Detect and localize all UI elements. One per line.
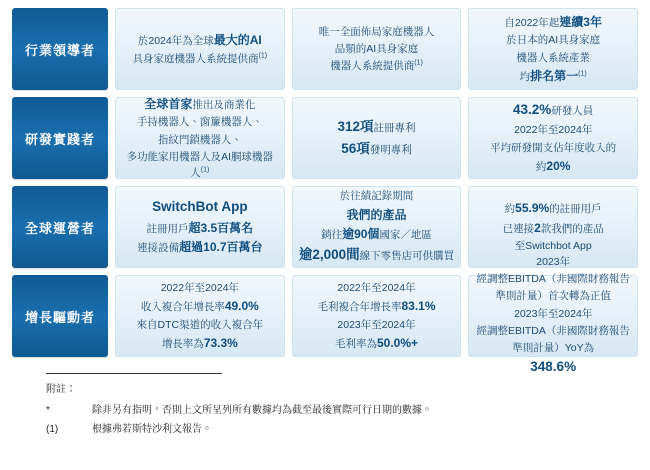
card-line: 準則計量）首次轉為正值	[495, 290, 611, 303]
card-growth-1	[115, 275, 285, 357]
card-line: 具身家庭機器人系統提供商$^{(1)}$	[132, 52, 268, 65]
card-line: 手持機器人、窗簾機器人、	[136, 116, 263, 129]
card-line: 已連接2款我們的產品	[502, 220, 604, 235]
card-line	[347, 206, 407, 225]
footnotes	[12, 373, 638, 439]
card-line: 2023年	[536, 255, 571, 268]
card-line: 增長率為73.3%	[161, 335, 238, 350]
card-line: 銷往逾90個國家／地區	[321, 227, 432, 242]
card-rd-3	[468, 97, 638, 179]
card-line	[530, 357, 576, 378]
card-line: 經調整EBITDA（非國際財務報告	[476, 324, 630, 337]
card-line: 於日本的AI具身家庭	[506, 34, 601, 47]
row-label-global-operator: 全球運營者	[12, 186, 108, 268]
emphasis-text: 超3.5百萬名	[188, 220, 254, 235]
footnote-text: 除非另有指明，否則上文所呈列所有數據均為截至最後實際可行日期的數據。	[92, 405, 432, 416]
card-line: 43.2%研發人員	[513, 102, 594, 118]
card-line: 連接設備超過10.7百萬台	[137, 240, 263, 255]
emphasis-text: 排名第一	[530, 68, 579, 83]
card-line: 品類的AI具身家庭	[334, 42, 419, 55]
card-line: 機器人系統提供商$^{(1)}$	[330, 59, 423, 73]
card-line: 至Switchbot App	[514, 240, 592, 253]
card-line: 毛利率為50.0%+	[334, 335, 419, 350]
card-operator-1	[115, 186, 285, 268]
card-line: 經調整EBITDA（非國際財務報告	[476, 273, 630, 286]
table-row	[12, 8, 638, 90]
card-line: 2022年至2024年	[514, 124, 593, 137]
table-row	[12, 97, 638, 179]
footnote-marker: *	[46, 405, 50, 416]
emphasis-text: 逾90個	[342, 227, 380, 242]
emphasis-text: 連續3年	[559, 14, 602, 29]
card-line: 56項發明專利	[341, 140, 412, 156]
card-line: 平均研發開支佔年度收入的	[490, 141, 617, 154]
footnote-marker: (1)	[578, 70, 587, 78]
card-operator-2	[292, 186, 462, 268]
card-line: 收入複合年增長率49.0%	[140, 298, 259, 313]
card-line: 自2022年起連續3年	[504, 14, 602, 29]
card-industry-leader-1	[115, 8, 285, 90]
card-line: 約20%	[535, 158, 571, 173]
card-line: 指紋門鎖機器人、	[157, 133, 242, 146]
row-label-industry-leader: 行業領導者	[12, 8, 108, 90]
card-line: 準則計量）YoY為	[512, 342, 595, 355]
metric-value: 348.6%	[530, 359, 577, 375]
emphasis-text: 50.0%+	[376, 335, 419, 350]
card-line: 來自DTC渠道的收入複合年	[136, 318, 264, 331]
card-line: 註冊用戶超3.5百萬名	[146, 220, 254, 235]
card-line: 多功能家用機器人及AI胴球機器人$^{(1)}$	[126, 150, 274, 180]
emphasis-text: 最大的AI	[213, 33, 262, 48]
row-label-rd-practitioner: 研發實踐者	[12, 97, 108, 179]
card-line: 逾2,000間線下零售店可供購買	[298, 246, 455, 262]
metric-value: 312項	[337, 118, 374, 134]
emphasis-text: 73.3%	[203, 335, 238, 350]
card-line: 毛利複合年增長率83.1%	[317, 298, 436, 313]
card-line: 全球首家推出及商業化	[144, 96, 256, 111]
footnote-text: 根據弗若斯特沙利文報告。	[92, 424, 212, 435]
highlights-grid	[12, 8, 638, 375]
metric-value: 43.2%	[513, 102, 552, 118]
emphasis-text: 55.9%	[515, 201, 550, 216]
card-line: 2023年至2024年	[514, 307, 593, 320]
card-line: 2022年至2024年	[160, 281, 239, 294]
footnote-title: 附註：	[46, 384, 76, 395]
card-rd-2	[292, 97, 462, 179]
emphasis-text: 20%	[546, 158, 571, 173]
metric-value: 逾2,000間	[298, 246, 360, 262]
card-line: 約55.9%的註冊用戶	[504, 201, 602, 216]
table-row	[12, 255, 638, 375]
card-line: 均排名第一$^{(1)}$	[519, 68, 587, 83]
emphasis-text: 49.0%	[224, 298, 259, 313]
card-line	[152, 197, 248, 218]
row-label-growth-driver: 增長驅動者	[12, 275, 108, 357]
footnote-divider	[46, 373, 222, 374]
card-industry-leader-2	[292, 8, 462, 90]
emphasis-text: 2	[534, 220, 541, 235]
card-industry-leader-3	[468, 8, 638, 90]
app-name: SwitchBot App	[152, 198, 248, 214]
footnote-item	[46, 420, 620, 439]
metric-value: 56項	[341, 140, 370, 156]
card-growth-3	[468, 255, 638, 375]
card-line: 機器人系統產業	[516, 51, 590, 64]
footnote-marker: (1)	[200, 166, 210, 174]
footnote-item	[46, 401, 620, 420]
footnote-marker: (1)	[414, 59, 423, 67]
emphasis-text: 超過10.7百萬台	[179, 240, 263, 255]
emphasis-text: 全球首家	[144, 96, 193, 111]
emphasis-text: 83.1%	[401, 298, 436, 313]
card-line: 唯一全面佈局家庭機器人	[318, 25, 435, 38]
card-rd-1	[115, 97, 285, 179]
card-growth-2	[292, 275, 462, 357]
footnote-marker: (1)	[258, 52, 268, 60]
card-line: 2022年至2024年	[337, 281, 416, 294]
card-line: 於2024年為全球最大的AI	[137, 33, 262, 48]
card-line: 312項註冊專利	[337, 118, 416, 134]
card-line: 於往績記錄期間	[339, 190, 414, 203]
card-line: 2023年至2024年	[337, 318, 416, 331]
footnote-marker: (1)	[46, 424, 59, 435]
emphasis-text: 我們的產品	[346, 207, 407, 222]
